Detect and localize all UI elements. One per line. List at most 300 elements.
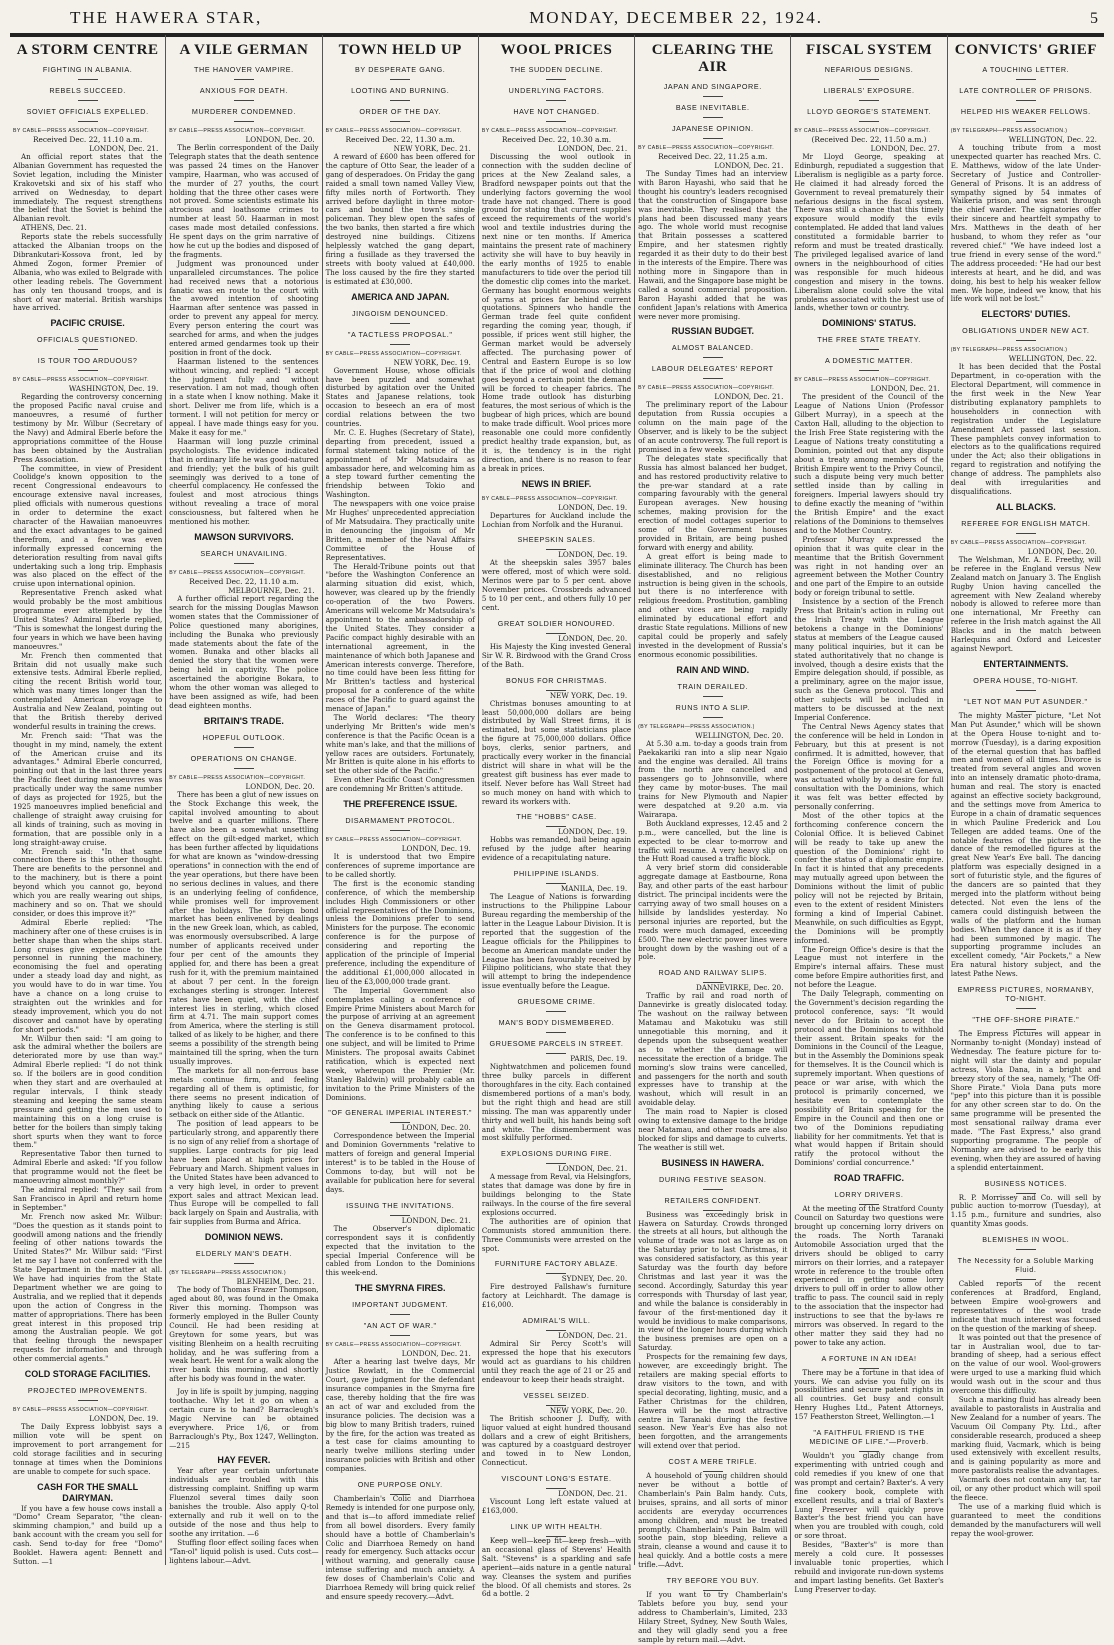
wire-credit: BY CABLE—PRESS ASSOCIATION—COPYRIGHT. — [13, 128, 149, 134]
dateline: WASHINGTON, Dec. 19. — [68, 384, 159, 394]
dateline: LONDON, Dec. 21. — [714, 392, 784, 402]
dateline: LONDON, Dec. 27. — [870, 144, 940, 153]
article — [482, 869, 631, 991]
subheading: BONUS FOR CHRISTMAS. — [482, 676, 631, 691]
paragraph: The president of the Council of the League of Nations Union (Professor Gilbert Murray), in a speech at the Caxton Hall, alluding to the objection to the Irish Free State registering with the League of Nations treaty constituting a Dominion, pointed out that any dispute about a treaty among members of the British Empire went to the Privy Council, such a dispute being very much better settled inside than by calling in foreigners. Imperial lawyers should try to define exactly the meaning of "within the British Empire" and the exact relations of the Dominions to themselves and to the Mother Country. — [794, 392, 944, 535]
paragraph: Joy in life is spoilt by jumping, nagging toothache. Why let it go on when a certain cure is to hand? Barracleugh's Magic Nervine can be obtained everywhere. Price 1/6, or from Barraclough's Pty., Box 1247, Wellington. —215 — [169, 1387, 319, 1450]
headline: RUSSIAN BUDGET. — [671, 326, 755, 337]
subheading: GREAT SOLDIER HONOURED. — [482, 619, 631, 634]
subheading: LINK UP WITH HEALTH. — [482, 1522, 631, 1537]
subheading: LORRY DRIVERS. — [794, 1190, 943, 1205]
received-line: Received Dec. 22, 11.10 a.m. — [32, 135, 143, 144]
subheading: TRAIN DERAILED. — [638, 682, 787, 697]
subheading: DURING FESTIVE SEASON. — [638, 1175, 787, 1190]
dateline: LONDON, Dec. 21. — [714, 161, 784, 170]
subheading: HAVE NOT CHANGED. — [482, 107, 631, 122]
subheading: ANXIOUS FOR DEATH. — [169, 86, 318, 101]
wire-credit: BY CABLE—PRESS ASSOCIATION—COPYRIGHT. — [325, 1342, 462, 1349]
dateline: LONDON, Dec. 21. — [401, 1215, 471, 1225]
paragraph: R. P. Morrissey and Co. will sell by public auction to-morrow (Tuesday), at 1.15 p.m., furniture and sundries, also quantity Xmas goods. — [950, 1192, 1101, 1229]
paragraph: Haarman listened to the sentences without wincing, and replied: "I accept the judgment fully and without reservation. I am not mad, though often in a state when I know nothing. Make it short. Deliver me from life, which is a torment. I will not petition for mercy or appeal. I have made things easy for you. Make it easy for me." — [169, 356, 319, 437]
paragraph: Regarding the controversy concerning the proposed Pacific naval cruise and manoeuvres, a resumé of further testimony by Mr. Wilbur (Secretary of the Navy) and Admiral Eberle before the appropriations committee of the House has been obtained by the Australian Press Association. — [13, 392, 163, 464]
subheading: TRY BEFORE YOU BUY. — [638, 1576, 787, 1591]
paragraph: Viscount Long left estate valued at £163,000. — [481, 1497, 632, 1516]
paragraph: Mr. French said: "That was the thought in my mind, namely, the extent of the American cruise and its advantages." Admiral Eberle concurred, pointing out that in the last three years the Pacific fleet during manoeuvres was practically under way the same number of days as projected for 1925, but the 1925 manoeuvres implied beneficial and challenge of straight away cruising for all kinds of training, such as moving in formation, that are possible only in a long straight-away cruise. — [13, 730, 163, 847]
headline-rule — [323, 35, 478, 37]
dateline: NEW YORK, Dec. 21. — [393, 144, 471, 153]
headline: CONVICTS' GRIEF — [954, 42, 1097, 58]
subheading: MAN'S BODY DISMEMBERED. — [482, 1018, 631, 1033]
headline-rule — [635, 35, 790, 37]
article — [482, 676, 631, 807]
dateline: LONDON, Dec. 21. — [870, 384, 940, 394]
paragraph: The Sunday Times had an interview with Baron Hayashi, who said that he thought his country's leaders recognised that the construction of Singapore base was inevitable. They realised that the plans had been discussed many years ago. The whole world must recognise that Britain possesses a scattered Empire, and her statesmen rightly regarded it as their duty to do their best in the interests of the Empire. There was nothing more in Singapore than in Hawaii, and the Singapore base might be called a sound commercial proposition. Baron Hayashi added that he was confident Japan's relations with America were never more promising. — [638, 169, 788, 321]
headline: NEWS IN BRIEF. — [521, 478, 592, 489]
paragraph: Vacmark does not contain any tar, tar oil, or any other product which will spoil the fleece. — [950, 1475, 1101, 1502]
dateline: LONDON, Dec. 20. — [245, 781, 315, 791]
subheading: A DOMESTIC MATTER. — [794, 356, 943, 371]
paragraph: Besides, "Baxter's" is more than merely a cold cure. It possesses invaluable tonic properties, which rebuild and invigorate run-down systems and impart lasting benefits. Get Baxter's Lung Preserver to-day. — [794, 1540, 944, 1594]
article — [638, 1576, 787, 1644]
paragraph: A reward of £600 has been offered for the capture of Otto Sear, the leader of a gang of desperadoes. On Friday the gang raided a small town named Valley View, fifty miles north of Fortworth. They arrived before daylight in three motor-cars and bound the town's single policeman. They blew open the safes of the two banks, then started a fire which destroyed nine buildings. Citizens helplessly watched the gang depart, firing a fusillade as they traversed the streets with booty valued at £40,000. The loss caused by the fire they started is estimated at £30,000. — [325, 152, 475, 286]
dateline: LONDON, Dec. 21. — [401, 1349, 471, 1359]
paragraph: Representative Tabor then turned to Admiral Eberle and asked: "If you follow that programme would not the fleet be manoeuvring almost monthly?" — [13, 1149, 163, 1186]
headline: CASH FOR THE SMALL DAIRYMAN. — [37, 1481, 139, 1503]
dateline: WELLINGTON, Dec. 20. — [695, 730, 784, 740]
subheading: EMPRESS PICTURES, NORMANBY, TO-NIGHT. — [951, 985, 1101, 1009]
article — [169, 1232, 318, 1384]
article — [169, 35, 318, 527]
subheading: GRUESOME PARCELS IN STREET. — [482, 1039, 631, 1054]
column-2 — [166, 35, 322, 1565]
subheading: RUNS INTO A SLIP. — [638, 703, 787, 718]
paragraph: The authorities are of opinion that Communists stored ammunition there. Three Communists were arrested on the spot. — [481, 1216, 632, 1253]
wire-credit: BY CABLE—PRESS ASSOCIATION—COPYRIGHT. — [325, 837, 462, 844]
paragraph: Mr. C. E. Hughes (Secretary of State), departing from precedent, issued a formal statement taking notice of the appointment of Mr Matsudaira as ambassador here, and welcoming him as a step toward further cementing the friendship between Tokio and Washington. — [325, 427, 475, 500]
subheading: "LET NOT MAN PUT ASUNDER." — [951, 697, 1101, 712]
paragraph: The Observer's diplomatic correspondent says it is confidently expected that the invitation to the special Imperial Conference will be cabled from London to the Dominions this week-end. — [325, 1223, 475, 1278]
paragraph: Even other Pacific Coast Congressmen are condemning Mr Britten's attitude. — [325, 775, 475, 794]
headline: MAWSON SURVIVORS. — [194, 531, 294, 542]
paragraph: At 5.30 a.m. to-day a goods train from Paekakariki ran into a slip near Ngaio and the engine was derailed. All trains from the north are cancelled and passengers go to Johnsonville, where they came by motor-buses. The mail trains for New Plymouth and Napier were despatched at 9.20 a.m. via Wairarapa. — [638, 738, 788, 819]
dateline: LONDON, Dec. 20. — [401, 1123, 471, 1133]
paragraph: Reports state the rebels successfully attacked the Albanian troops on the Dibrankutari-Kossova front, led by Ahmed Zogon, former Premier of Albania, who was exiled to Belgrade with other leading rebels. The Government has only ten thousand troops, and is short of war material. British warships have arrived. — [13, 232, 163, 313]
subheading: SEARCH UNAVAILING. — [169, 549, 318, 564]
paragraph: Year after year certain unfortunate individuals are troubled with this distressing complaint. Sniffing up warm Fluenzol several times daily soon banishes the trouble. Also apply Q-tol externally and rub it well on to the outside of the nose and thus help to soothe any irritation. —6 — [169, 1466, 319, 1538]
paragraph: The newspapers with one voice praise Mr Hughes' unprecedented appreciation of Mr Matsudaira. They practically unite in denouncing the jingoism of Mr Britten, a member of the Naval Affairs Committee of the House of Representatives. — [325, 499, 475, 562]
subheading: VISCOUNT LONG'S ESTATE. — [482, 1474, 631, 1489]
subheading: BUSINESS NOTICES. — [951, 1179, 1101, 1194]
paragraph: Hobbs was remanded, bail being again refused by the judge after hearing evidence of a recapitulating nature. — [481, 835, 632, 863]
article — [482, 1474, 631, 1516]
headline: ROAD TRAFFIC. — [834, 1173, 905, 1184]
dateline: MANILA, Dec. 19. — [560, 884, 628, 894]
dateline: NEW YORK, Dec. 19. — [549, 690, 628, 700]
headline: THE PREFERENCE ISSUE. — [343, 799, 458, 810]
headline: TOWN HELD UP — [338, 42, 462, 58]
paragraph: Mr. Wilbur then said: "I am going to ask the admiral whether the boilers are deteriorated more by use than way." Admiral Eberle replied: "I do not think so. If the boilers are in good condition when they start and are overhauled at regular intervals, I think steady steaming and keeping the same steam pressure and getting the men used to maintaining this on a long cruise is better for the boilers than simply taking short spurts when they want to force them." — [13, 1033, 163, 1150]
columns — [10, 35, 1104, 1644]
wire-credit: (BY TELEGRAPH—PRESS ASSOCIATION.) — [950, 347, 1068, 354]
headline-rule — [948, 35, 1104, 37]
headline-rule — [10, 35, 165, 37]
dateline: LONDON, Dec. 20. — [558, 633, 628, 643]
headline: AMERICA AND JAPAN. — [351, 291, 450, 302]
headline: THE SMYRNA FIRES. — [354, 1283, 446, 1294]
dateline: DANNEVIRKE, Dec. 20. — [695, 983, 784, 993]
subheading: NEFARIOUS DESIGNS. — [794, 65, 943, 80]
article — [794, 35, 943, 313]
article — [638, 1158, 787, 1451]
article — [794, 318, 943, 1168]
paragraph: The markets for all non-ferrous base metals continue firm, and feeling regarding all of them is optimistic, for there seems no present indication of anything likely to cause a serious setback on either side of the Atlantic. — [169, 1065, 319, 1120]
wire-credit: BY CABLE—PRESS ASSOCIATION—COPYRIGHT. — [638, 385, 775, 392]
column-3 — [323, 35, 479, 1601]
paragraph: The admiral replied: "They sail from San Francisco in April and return home in September." — [13, 1184, 163, 1212]
article — [951, 309, 1101, 497]
wire-credit: BY CABLE—PRESS ASSOCIATION—COPYRIGHT. — [13, 1407, 149, 1414]
wire-credit: BY CABLE—PRESS ASSOCIATION—COPYRIGHT. — [794, 377, 931, 384]
article — [326, 292, 475, 795]
subheading: LIBERALS' EXPOSURE. — [794, 86, 943, 101]
subheading: OPERATIONS ON CHANGE. — [169, 754, 318, 769]
masthead — [10, 6, 1104, 35]
headline: PACIFIC CRUISE. — [50, 318, 125, 329]
subheading: LABOUR DELEGATES' REPORT — [638, 364, 787, 379]
article — [482, 535, 631, 612]
subheading: VESSEL SEIZED. — [482, 1391, 631, 1406]
subheading: ORDER OF THE DAY. — [326, 107, 475, 122]
wire-credit: BY CABLE—PRESS ASSOCIATION—COPYRIGHT. — [169, 128, 306, 134]
subheading: JAPAN AND SINGAPORE. — [638, 82, 787, 97]
subheading: THE "HOBBS" CASE. — [482, 812, 631, 827]
subheading: HOPEFUL OUTLOOK. — [169, 733, 318, 748]
dateline: LONDON, Dec. 19. — [558, 502, 628, 512]
subheading: IS TOUR TOO ARDUOUS? — [13, 356, 162, 371]
headline: A VILE GERMAN — [179, 42, 309, 58]
article — [326, 35, 475, 287]
subheading: A TOUCHING LETTER. — [951, 65, 1101, 80]
article — [13, 318, 162, 1364]
subheading: "A FAITHFUL FRIEND IS THE MEDICINE OF LIFE."—Proverb. — [794, 1428, 943, 1452]
subheading: THE FREE STATE TREATY. — [794, 335, 943, 350]
article — [794, 1428, 943, 1595]
subheading: FIGHTING IN ALBANIA. — [13, 65, 162, 80]
dateline: NEW YORK, Dec. 19. — [393, 357, 471, 367]
headline: ELECTORS' DUTIES. — [981, 309, 1071, 320]
dateline: BLENHEIM, Dec. 21. — [236, 1277, 315, 1287]
subheading: "OF GENERAL IMPERIAL INTEREST." — [326, 1108, 475, 1123]
subheading: JAPANESE OPINION. — [638, 124, 787, 139]
article — [169, 716, 318, 1227]
article — [951, 659, 1101, 979]
paragraph: Mr. French then commented that Britain did not usually make such extensive tests. Admiral Eberle replied, citing the recent British world tour, which was many times longer than the contemplated American voyage to Australia and New Zealand, pointing out that the British thereby derived wonderful results in training the crews. — [13, 650, 163, 731]
headline-rule — [479, 35, 634, 37]
article — [482, 1316, 631, 1385]
paragraph: Representative French asked what would probably be the most ambitious programme ever attempted by the United States? Admiral Eberle replied, "This is somewhat the longest during the four years in which we have been having manoeuvres." — [13, 588, 163, 651]
column-6 — [791, 35, 947, 1594]
paragraph: The Daily Express lobbyist says a million vote will be spent on improvement to port arrangement for cold storage facilities and in securing tonnage at times when the Dominions are unable to compete for such space. — [13, 1422, 163, 1476]
wire-credit: BY CABLE—PRESS ASSOCIATION—COPYRIGHT. — [794, 128, 931, 134]
paragraph: At the sheepskin sales 3957 bales were offered, most of which were sold. Merinos were par to 5 per cent. above November prices. Crossbreds advanced 5 to 10 per cent., and others fully 10 per cent. — [481, 558, 632, 612]
subheading: PHILIPPINE ISLANDS. — [482, 869, 631, 884]
article — [951, 502, 1101, 654]
article — [951, 1179, 1101, 1230]
subheading: "AN ACT OF WAR." — [326, 1321, 475, 1336]
article — [326, 1108, 475, 1194]
paragraph: Haarman will long puzzle criminal psychologists. The evidence indicated that in ordinary life he was good-natured and friendly; yet the bulk of his guilt seemingly was derived to a tone of cheerful complacency. He confessed the foulest and most atrocious things without revealing a trace of moral consciousness, but faltered when he mentioned his mother. — [169, 436, 319, 527]
subheading: EXPLOSIONS DURING FIRE. — [482, 1149, 631, 1164]
subheading: A FORTUNE IN AN IDEA! — [794, 1354, 943, 1369]
article — [638, 968, 787, 1152]
article — [638, 665, 787, 963]
paragraph: The Welshman, Mr. A. E. Freethy, will be referee in the England versus New Zealand match on January 3. The English Rugby Union having cancelled the agreement with New Zealand whereby nobody is allowed to referee more than one international, Mr Freethy can referee in the Irish match against the All Blacks and in the match between Harlequins and Oxford and Leicester against Newport. — [950, 554, 1101, 653]
article — [326, 799, 475, 1102]
headline: BRITAIN'S TRADE. — [203, 715, 284, 726]
headline: DOMINIONS' STATUS. — [822, 318, 916, 329]
paragraph: Mr. French said: "In that same connection there is this other thought. There are benefits to the personnel and to the machinery, but is there a point beyond which you cannot go, beyond which you are really wearing out ships, machinery and so on. That we should consider, or does this improve it?" — [13, 846, 163, 918]
paragraph: The preliminary report of the Labour deputation from Russia occupies a column on the main page of the Observer, and is likely to be the subject of an acute controversy. The full report is promised in a few weeks. — [638, 400, 788, 454]
article — [482, 997, 631, 1143]
headline: CLEARING THE AIR — [651, 42, 774, 75]
paragraph: Business was exceedingly brisk in Hawera on Saturday. Crowds thronged the streets at all hours, but although the volume of trade was not as large as on the Saturday prior to last Christmas, it was considered satisfactory, as this year Saturday was the fourth day before Christmas and last year it was the second. Accordingly, Saturday this year corresponds with Thursday of last year, and while the balance is considerably in favour of the first-mentioned day it would be invidious to make comparisons, in view of the longer hours during which the business premises are open on a Saturday. — [638, 1209, 788, 1353]
paragraph: The Berlin correspondent of the Daily Telegraph states that the death sentence was passed 24 times on the Hanover vampire, Haarman, who was accused of the murder of 27 youths, the court holding that the three other cases were not proved. Some scientists estimate his atrocious and loathsome crimes to number at least 50. Haarman in most cases made most detailed confessions. He spent days on the grim narrative of how he cut up the bodies and disposed of the fragments. — [169, 143, 319, 259]
paragraph: It has been decided that the Postal Department, in co-operation with the Electoral Department, will commence in the first week in the New Year distributing explanatory pamphlets to householders in connection with registration under the Legislature Amendment Act passed last session. These pamphlets convey information to electors as to the qualifications required under the Act; also their obligations in regard to registration and notifying the change of address. The pamphlets also deal with irregularities and disqualifications. — [950, 362, 1101, 496]
article — [482, 479, 631, 530]
paragraph: The first is the economic standing conference, of which the membership includes High Commissioners or other official representatives of the Dominions, unless the Dominions prefer to send Ministers for the purpose. The economic conference is for the purpose of considering and reporting the application of the principle of Imperial preference, including the expenditure of the additional £1,000,000 allocated in lieu of the £3,000,000 trade grant. — [325, 878, 475, 986]
wire-credit: BY CABLE—PRESS ASSOCIATION—COPYRIGHT. — [950, 539, 1087, 546]
subheading: ELDERLY MAN'S DEATH. — [169, 1249, 318, 1264]
paragraph: An official report states that the Albanian Government has requested the Soviet legation, including the Minister Krakovetski and six of his staff who arrived on Wednesday, to depart immediately. The request strengthens the belief that the Soviet is behind the Albanian revolt. — [13, 152, 163, 224]
subheading: LATE CONTROLLER OF PRISONS. — [951, 86, 1101, 101]
received-line: Received Dec. 22, 11.25 a.m. — [658, 152, 768, 161]
dateline: NEW YORK, Dec. 20. — [549, 1405, 628, 1415]
paragraph: Stuffing floor effect soiling faces when "Tan-ol" liquid polish is used. Cuts cost—lightens labour.—Advt. — [169, 1537, 319, 1565]
paragraph: Mr Lloyd George, speaking at Edinburgh, repudiated a suggestion that Liberalism is negligible as a party force. He claimed it had already forced the Government to reveal prematurely their nefarious designs in the fiscal system. There was still a chance that this timely exposure would modify the evils contemplated. He added that land values constituted a formidable barrier to reform and must be treated drastically. The privileged legalised avarice of land owners in the neighbourhood of cities was responsible for much hideous congestion and misery in the towns. Liberalism alone could solve the vital problems associated with the best use of lands, whether town or country. — [794, 152, 944, 313]
headline-rule — [791, 35, 946, 37]
paragraph: If you want to try Chamberlain's Tablets before you buy, send your address to Chamberlain's, Limited, 233 Hilary Street, Sydney, New South Wales, and they will gladly send you a free sample by return mail.—Advt. — [638, 1590, 788, 1644]
headline: FISCAL SYSTEM — [805, 42, 933, 58]
article — [326, 1283, 475, 1474]
article — [951, 985, 1101, 1173]
subheading: ALMOST BALANCED. — [638, 343, 787, 358]
paragraph: Traffic by rail and road north of Dannevirke is greatly dislocated today. The washout on the railway between Matamau and Makotuku was still unnegotiable this morning, and it depends upon the subsequent weather as to whether the damage will necessitate the erection of a bridge. The morning's slow trains were cancelled, and passengers for the north and south expresses have to tranship at the washout, which will result in an avoidable delay. — [638, 991, 788, 1108]
paragraph: Christmas bonuses amounting to at least 50,000,000 dollars are being distributed by Wall Street firms, it is estimated, but some statisticians place the figure at 75,000,000 dollars. Office boys, clerks, senior partners, and practically every worker in the financial district will share in what will be the greatest gift business has ever made to itself. Never before has Wall Street had so much money on hand with which to reward its workers with. — [481, 698, 632, 806]
wire-credit: BY CABLE—PRESS ASSOCIATION—COPYRIGHT. — [481, 495, 618, 502]
article — [638, 326, 787, 659]
dateline: LONDON, Dec. 21. — [558, 144, 628, 153]
paragraph: The position of lead appears to be particularly strong, and apparently there is no sign of any relief from a shortage of supplies. Large contracts for pig lead have been placed at high prices for February and March. Shipment values in the United States have been advanced to a very high level, in order to prevent export sales and attract Mexican lead. Thus Europe will be compelled to fall back largely on Spain and Australia, with fair supplies from Burma and Africa. — [169, 1119, 319, 1227]
subheading: MURDERER CONDEMNED. — [169, 107, 318, 122]
dateline: LONDON, Dec. 21. — [558, 1489, 628, 1499]
paragraph: Admiral Sir Percy Scott's will expressed the hope that his executors would act as guardians to his children until they reach the age of 21 or 25 and endeavour to keep their heads straight. — [481, 1339, 632, 1384]
paragraph: The mighty Master picture, "Let Not Man Put Asunder," which will be shown at the Opera House to-night and to-morrow (Tuesday), is a daring exposition of the eternal question that has baffled men and women of all times. Divorce is treated from several angles and woven into an intensely dramatic photo-drama, human and real. The story is enacted against an effective society background, and the settings move from America to Europe in a chain of dramatic sequences in which Pauline Frederick and Lou Tellegen are added teams. One of the notable features of the picture is the dance of the remodelled figures at the great New Year's Eve ball. The dancing platform was especially designed in a sort of futuristic style, and the figures of the dancers are so painted that they merged into the platform without being detected. Not even the lens of the camera could distinguish between the walls of the platform and the human bodies. When they dance it is as if they had been summoned by magic. The supporting programme includes an excellent comedy, "Air Pockets," a New Era natural history subject, and the latest Pathe News. — [950, 710, 1101, 979]
headline: A STORM CENTRE — [16, 42, 159, 58]
subheading: COST A MERE TRIFLE. — [638, 1457, 787, 1472]
column-1 — [10, 35, 166, 1565]
article — [482, 619, 631, 670]
subheading: "THE OFF-SHORE PIRATE." — [951, 1015, 1101, 1030]
article — [169, 532, 318, 711]
subheading: THE HANOVER VAMPIRE. — [169, 65, 318, 80]
article — [169, 1455, 318, 1565]
subheading: REFEREE FOR ENGLISH MATCH. — [951, 519, 1101, 534]
paragraph: Discussing the wool outlook in connection with the sudden decline of prices at the New Zealand sales, a Bradford newspaper points out that the underlying factors governing the wool trade have not changed. There is good ground for stating that current supplies exceed the requirements of the world's wool and textile industries during the next nine or ten months. If America maintains the present rate of machinery activity she will have to buy heavily in the early months of 1925 to enable manufacturers to tide over the period till the domestic clip comes into the market. Germany has bought enormous weights of yarns at prices far behind current quotations. Spinners who handle the German trade feel quite confident regarding the coming year, though, if possible, if prices went still higher, the German market would be adversely affected. The purchasing power of Central and Eastern Europe is so low that if the price of wool and clothing goes beyond a certain point the demand will be forced to cheaper fabrics. The Home trade outlook has disturbing features, the most serious of which is the bugbear of high prices, which are bound to make trade difficult. Wool prices more reasonable one could more confidently predict healthy trade expansion, but, as it is, the tendency is in the right direction, and there is no reason to fear a break in prices. — [481, 152, 632, 473]
paragraph: A household of young children should never be without a bottle of Chamberlain's Pain Balm handy. Cuts, bruises, sprains, and all sorts of minor accidents are everyday occurrences among children, and must be treated promptly. Chamberlain's Pain Balm will soothe pain, stop bleeding, relieve a strain, cleanse a wound and cause it to heal quickly. And a bottle costs a mere trifle.—Advt. — [638, 1471, 788, 1570]
article — [326, 1480, 475, 1602]
dateline: LONDON, Dec. 19. — [89, 1414, 159, 1424]
subheading: PROJECTED IMPROVEMENTS. — [13, 1386, 162, 1401]
article — [169, 1388, 318, 1450]
headline: COLD STORAGE FACILITIES. — [24, 1369, 151, 1380]
dateline: LONDON, Dec. 20. — [245, 135, 315, 144]
paragraph: It is understood that two Empire conferences of supreme importance are to be called shortly. — [325, 852, 475, 879]
paragraph: A message from Reval, via Helsingfors, states that damage was done by fire in buildings belonging to the State railways. In the course of the fire several explosions occurred. — [481, 1172, 632, 1217]
received-line: (Received Dec. 22, 11.50 a.m.) — [811, 135, 927, 144]
dateline: LONDON, Dec. 19. — [401, 844, 471, 854]
wire-credit: BY CABLE—PRESS ASSOCIATION—COPYRIGHT. — [13, 377, 149, 384]
article — [482, 35, 631, 474]
page-number: 5 — [1089, 10, 1098, 27]
dateline: MELBOURNE, Dec. 21. — [228, 585, 315, 595]
column-7 — [948, 35, 1104, 1565]
subheading: REBELS SUCCEED. — [13, 86, 162, 101]
headline: WOOL PRICES — [500, 42, 613, 58]
paragraph: At the meeting of the Stratford County Council on Saturday two questions were brought up concerning lorry drivers on the roads. The North Taranaki Automobile Association urged that the drivers should be obliged to carry mirrors on their lorries, and a ratepayer wrote in reference to the trouble often experienced in getting some lorry drivers to pull off in order to allow other traffic to pass. The council said in reply to the association that the inspector had instructions to see that the by-laws re mirrors was observed. In regard to the other matter they said they had no power to take any action. — [794, 1204, 944, 1347]
article — [13, 1369, 162, 1476]
article — [482, 1391, 631, 1468]
article — [482, 1149, 631, 1253]
paragraph: The main road to Napier is closed owing to extensive damage to the bridge near Matamau, and other roads are also blocked for slips and damage to culverts. The weather is still wet. — [638, 1107, 788, 1152]
subheading: BASE INEVITABLE. — [638, 103, 787, 118]
paragraph: The delegates state specifically that Russia has almost balanced her budget, and has restored productivity relative to the pre-war standard at a rate comparing favourably with the general European averages. New housing schemes, making provision for the erection of model cottages superior to some of the Government houses provided in Britain, are being pushed forward with energy and ability. — [638, 453, 788, 552]
paragraph: Judgment was pronounced under unparalleled circumstances. The police had received news that a notorious fanatic was en route to the court with the avowed intention of shooting Haarman after sentence was passed in order to prevent any appeal for mercy. Every person entering the court was searched for arms, and when the judges entered armed gendarmes took up their position in front of the dock. — [169, 258, 319, 357]
wire-credit: (BY TELEGRAPH—PRESS ASSOCIATION.) — [638, 723, 755, 730]
subheading: OBLIGATIONS UNDER NEW ACT. — [951, 326, 1101, 341]
article — [638, 1457, 787, 1570]
column-4 — [479, 35, 635, 1599]
paragraph: The committee, in view of President Coolidge's known opposition to the recent Congressional endeavours to encourage extensive naval increases, plied officials with numerous questions in order to determine the exact character of the Hawaiian manoeuvres and the exact advantages to be gained therefrom, and a fear was even informally expressed concerning the deterioration resulting from naval gifts undertaking such a long trip. Emphasis was also placed on the effect of the cruise upon international opinion. — [13, 463, 163, 589]
article — [482, 812, 631, 863]
headline: HAY FEVER. — [217, 1455, 271, 1466]
subheading: OPERA HOUSE, TO-NIGHT. — [951, 676, 1101, 691]
article — [13, 1482, 162, 1567]
dateline: SYDNEY, Dec. 20. — [561, 1274, 628, 1284]
paragraph: Keep well—keep fit—keep fresh—with an occasional glass of Stevens' Health Salt. "Stevens" is a sparkling and safe aperient—aids nature in a gentle natural way. Cleanses the system and purifies the blood. Of all chemists and stores. 2s 6d a bottle. 2 — [481, 1535, 632, 1599]
subheading: HELPED HIS WEAKER FELLOWS. — [951, 107, 1101, 122]
article — [482, 1259, 631, 1310]
paragraph: The Central News Agency states that the conference will be held in London in February, but this at present is not confirmed. It is admitted, however, that the Foreign Office is moving for a postponement of the protocol at Geneva, was actuated wholly by a desire for full consultation with the Dominions, which it was felt was better effected by personally conferring. — [794, 721, 944, 811]
subheading: FURNITURE FACTORY ABLAZE. — [482, 1259, 631, 1274]
paragraph: Fire destroyed Fallshaw's furniture factory at Leichhardt. The damage is £16,000. — [481, 1282, 632, 1310]
subheading: BLEMISHES IN WOOL. — [951, 1235, 1101, 1250]
received-line: Received Dec. 22, 11.10 a.m. — [189, 576, 299, 586]
wire-credit: BY CABLE—PRESS ASSOCIATION—COPYRIGHT. — [169, 774, 306, 781]
article — [326, 1201, 475, 1278]
paragraph: The Herald-Tribune points out that "before the Washington Conference an alarming situation did exist, which, however, was cleared up by the friendly co-operation of the two Powers. Americans will welcome Mr Matsudaira's appointment to the ambassadorship of the United States. They consider a Pacific compact highly desirable with an international agreement, in the maintenance of which both Japanese and American interests converge. Therefore, no time could have been less fitting for Mr Britten's tactless and hysterical proposal for a conference of the white races of the Pacific to guard against the menace of Japan." — [325, 561, 475, 714]
subheading: GRUESOME CRIME. — [482, 997, 631, 1012]
subheading: ONE PURPOSE ONLY. — [326, 1480, 475, 1495]
subheading: LOOTING AND BURNING. — [326, 86, 475, 101]
wire-credit: (BY TELEGRAPH—PRESS ASSOCIATION.) — [169, 1270, 286, 1277]
subheading: OFFICIALS QUESTIONED. — [13, 335, 162, 350]
dateline: WELLINGTON, Dec. 22. — [1008, 354, 1097, 364]
article — [794, 1173, 943, 1348]
paragraph: A further official report regarding the search for the missing Douglas Mawson women states that the Commissioner of Police questioned many aborigines, including the Bunaka who previously made statements about the fate of the women. Bunaka and other blacks all denied the story that the women were being held in captivity. The police ascertained the aborigine Bokara, to whom the other woman was alleged to have been assigned as wife, had been dead eighteen months. — [169, 593, 319, 710]
dateline: LONDON, Dec. 19. — [558, 827, 628, 837]
paragraph: Government House, whose officials have been puzzled and somewhat disturbed by agitation over the United States and Japanese relations, took occasion to beseech an era of most cordial relations between the two countries. — [325, 365, 475, 429]
received-line: Received Dec. 22, 11.30 a.m. — [345, 135, 455, 144]
subheading: UNDERLYING FACTORS. — [482, 86, 631, 101]
masthead-paper-name: THE HAWERA STAR, — [70, 8, 263, 27]
paragraph: Cabled reports of the recent conferences at Bradford, England, between Empire wool-growers and representatives of the wool trade indicate that much interest was focused on the question of the marking of sheep. — [950, 1279, 1101, 1333]
paragraph: Professor Murray expressed the opinion that it was quite clear in the meantime that the British Government was right in not handing over an agreement between the Mother Country and one part of the Empire to an outside body or foreign tribunal to settle. — [794, 534, 944, 598]
dateline: WELLINGTON, Dec. 22. — [1008, 135, 1097, 144]
dateline: LONDON, Dec. 19. — [558, 550, 628, 560]
wire-credit: BY CABLE—PRESS ASSOCIATION—COPYRIGHT. — [169, 569, 306, 576]
received-line: Received Dec. 22, 10.30 a.m. — [501, 135, 612, 144]
paragraph: Departures for Auckland include the Lochian from Norfolk and the Huranui. — [481, 510, 632, 529]
headline: ENTERTAINMENTS. — [983, 658, 1069, 669]
paragraph: ATHENS, Dec. 21. — [21, 223, 87, 233]
headline-rule — [166, 35, 321, 37]
subheading: ROAD AND RAILWAY SLIPS. — [638, 968, 787, 983]
paragraph: There has been a glut of new issues on the Stock Exchange this week, the capital involved amounting to about twelve and a quarter millions. There have also been a somewhat unsettling effect on the gilt-edged market, which has been further affected by liquidations for what are known as "window-dressing operations" in connection with the end of the year operations, but there have been no serious declines in values, and there is an underlying feeling of confidence, while promises well for improvement after the holidays. The foreign bond market has been enlivened by dealings in the new Greek loan, which, as cabled, was enormously oversubscribed. A large number of applicants received under four per cent of the amounts they applied for, and there has been a great rush for it, with the premium maintained at about 7 per cent. In the foreign exchanges sterling is stronger. Interest rates have been quiet, with the chief interest lies in sterling, which closed firm at 4.71. The main support comes from America, where the sterling is still talked of as likely to be higher, and there seems a possibility of the strength being maintained till the spring, when the turn usually improves. — [169, 789, 319, 1066]
wire-credit: BY CABLE—PRESS ASSOCIATION—COPYRIGHT. — [325, 128, 462, 134]
paragraph: Prospects for the remaining few days, however, are exceedingly bright. The retailers are making special efforts to draw visitors to the town, and with special decorating, lighting, music, and a Father Christmas for the children, Hawera will be the most attractive centre in Taranaki during the festive season. New Year's Eve has also not been forgotten, and the arrangements will extend over that period. — [638, 1352, 788, 1451]
column-5 — [635, 35, 791, 1644]
paragraph: Correspondence between the Imperial and Dominion Governments "relative to matters of foreign and general Imperial interest" is to be tabled in the House of Commons to-day, but will not be available for publication here for several days. — [325, 1131, 475, 1194]
subheading: JINGOISM DENOUNCED. — [326, 309, 475, 324]
subheading: LLOYD GEORGE'S STATEMENT. — [794, 107, 943, 122]
paragraph: Insistence by a section of the French Press that Britain's action in ruling out the Irish Treaty with the League betokens a change in the Dominions' status at members of the League caused many political inquiries, but it can be stated authoritatively that no change is involved, though a desire exists that the Empire delegation should, if possible, as a preliminary, agree on the major issue, such as the Geneva protocol. This and other subjects will be included in matters to be discussed at the next Imperial Conference. — [794, 597, 944, 722]
paragraph: A great effort is being made to eliminate illiteracy. The Church has been disestablished, and no religious instruction is being given in the schools, but there is no interference with religious freedom. Prostitution, gambling and other vices are being rapidly eliminated by educational effort and drastic State regulations. Millions of new capital could be properly and safely invested in the development of Russia's enormous economic possibilities. — [638, 551, 788, 659]
paragraph: After a hearing last twelve days, Mr Justice Rowlatt, in the Commercial Court, gave judgment for the defendant insurance companies in the Smyrna fire case, thereby holding that the fire was an act of war and excluded from the insurance policies. The decision was a big blow to many British traders, ruined by the fire, for the action was treated as a test case for claims amounting to nearly twelve millions sterling under insurance policies with British and other companies. — [325, 1357, 475, 1474]
paragraph: Wouldn't you gladly change from experimenting with untried cough and cold remedies if you knew of one that was prompt and certain? Baxter's. A very fine cookery book, complete with excellent results, and a trial of Baxter's Lung Preserver will quickly prove Baxter's the best friend you can have when you are troubled with cough, cold or sore throat. — [794, 1451, 944, 1541]
headline: BUSINESS IN HAWERA. — [661, 1157, 765, 1168]
headline: RAIN AND WIND. — [676, 664, 750, 675]
paragraph: It was pointed out that the presence of tar in Australian wool, due to tar-branding of sheep, had a serious effect on the value of our wool. Wool-growers were urged to use a marking fluid which would wash out in the scour and thus overcome this difficulty. — [950, 1332, 1101, 1396]
subheading: SOVIET OFFICIALS EXPELLED. — [13, 107, 162, 122]
paragraph: The body of Thomas Frazer Thompson, aged about 80, was found in the Omaka River this morning. Thompson was formerly employed in the Buller County Council. He had been residing at Greytown for some years, but was visiting Blenheim on a health recruiting holiday, and he was suffering from a weak heart. He went for a walk along the river bank this morning, and shortly after his body was found in the water. — [169, 1285, 319, 1384]
paragraph: Admiral Eberle replied: "The machinery after one of these cruises is in better shape than when the ships start. Long cruises give experience to the personnel in running the machinery, economising the fuel and operating under a steady load day and night, as you would have to do in war time. You have a chance on a long cruise to straighten out the wrinkles and for steady improvement, which you do not discover and cannot have by operating for short periods." — [13, 917, 163, 1034]
paragraph: A touching tribute from a most unexpected quarter has reached Mrs. C. E. Matthews, widow of the late Under-Secretary of Justice and Controller-General of Prisons. It is an address of sympathy signed by 54 inmates of Waikeria prison, and was sent through the chief warder. The signatories offer their sincere and heartfelt sympathy to Mrs. Matthews in the death of her husband, to whom they refer as "our revered chief." "We have indeed lost a true friend in every sense of the word." The address proceeded: "He had our best interests at heart, and he did, and was doing, his best to help his weaker fellow men. We hope, indeed we know, that his life work will not be lost." — [950, 143, 1101, 304]
subheading: DISARMAMENT PROTOCOL. — [326, 816, 475, 831]
headline: DOMINION NEWS. — [204, 1232, 283, 1243]
paragraph: The Daily Telegraph, commenting on the Government's decision regarding the protocol conference, says: "It would never do for Britain to accept the protocol and the Dominions to withhold their assent. Britain speaks for the Dominions in the Council of the League, but in the Assembly the Dominions speak for themselves. It is the Council which is supremely important. When questions of peace or war arise, with which the protocol is primarily concerned, we hesitate even to contemplate the possibility of Britain speaking for the Empire in the Council and then one or two of the Dominions repudiating liability for her commitments. Yet that is what would happen if Britain should ratify the protocol without the Dominions' cordial concurrence." — [794, 989, 944, 1168]
paragraph: Mr. French now asked Mr. Wilbur: "Does the question as it stands point to goodwill among nations and the friendly feeling of other nations towards the United States?" Mr. Wilbur said: "First let me say I have not conferred with the State Department in the matter at all. We have had inquiries from the State Department whether we are going to Australia, and we replied that it depends upon the action of Congress in the matter of appropriations. There has been great interest in this proposed trip among the Australian people. We got that feeling through the newspaper requests for information and through other commercial agents." — [13, 1211, 163, 1364]
dateline: LONDON, Dec. 21. — [558, 1164, 628, 1174]
masthead-date: MONDAY, DECEMBER 22, 1924. — [529, 8, 823, 27]
paragraph: There may be a fortune in that idea of yours. We can advise you fully on its possibilities and secure patent rights in all countries. Get busy and consult Henry Hughes Ltd., Patent Attorneys, 157 Featherston Street, Wellington.—1 — [794, 1367, 944, 1422]
subheading: The Necessity for a Soluble Marking Fluid. — [951, 1256, 1101, 1280]
paragraph: The League of Nations is forwarding instructions to the Philippine Labour Bureau regarding the membership of the latter in the League Labour Division. It is reported that the suggestion of the League officials for the Philippines to become an American mandate under the League has been favourably received by Filipino politicians, who state that they will attempt to bring the independence issue eventually before the League. — [481, 892, 632, 991]
wire-credit: BY CABLE—PRESS ASSOCIATION—COPYRIGHT. — [325, 350, 462, 357]
dateline: LONDON, Dec. 21. — [558, 1331, 628, 1341]
article — [638, 35, 787, 321]
paragraph: The use of a marking fluid which is guaranteed to meet the conditions demanded by the manufacturers will well repay the wool-grower. — [950, 1501, 1101, 1538]
subheading: BY DESPERATE GANG. — [326, 65, 475, 80]
article — [951, 1235, 1101, 1538]
paragraph: The Foreign Office's desire is that the League must not interfere in the Empire's internal affairs. These must come before Empire authorities first, and not before the League. — [794, 944, 944, 990]
wire-credit: BY CABLE—PRESS ASSOCIATION—COPYRIGHT. — [481, 128, 618, 134]
paragraph: The Imperial Government also contemplates calling a conference of Empire Prime Ministers about March for the purpose of arriving at an agreement on the Geneva disarmament protocol. The conference is to be confined to this one subject, and will be limited to Prime Ministers. The proposal awaits Cabinet ratification, which is expected next week, whereupon the Premier (Mr. Stanley Baldwin) will probably cable an invitation to the Prime Ministers of the Dominions. — [325, 985, 475, 1102]
paragraph: His Majesty the King invested General Sir W. R. Birdwood with the Grand Cross of the Bath. — [481, 641, 632, 669]
dateline: LONDON, Dec. 21. — [89, 144, 159, 153]
subheading: THE SUDDEN DECLINE. — [482, 65, 631, 80]
paragraph: The Empress Pictures will appear in Normanby to-night (Monday) instead of Wednesday. The feature picture for to-night will star the dainty and popular actress, Viola Dana, in a bright and breezy story of the sea, namely, "The Off-Shore Pirate." Viola Dana puts more "pep" into this picture than it is possible for any other screen star to do. On the same programme will be presented the most sensational railway drama ever made. "The Fast Express," also grand supporting programme. The people of Normanby are advised to be early this evening, when they are assured of having a splendid entertainment. — [950, 1029, 1101, 1172]
paragraph: A very brief storm did considerable aggregate damage at Eastbourne, Rona Bay, and other parts of the east harbour district. The principal incidents were the carrying away of two small houses on a hillside by landslides yesterday. No personal injuries are reported, but the roads were much damaged, exceeding £500. The new electric power lines were brought down by the washing out of a pole. — [638, 863, 788, 962]
